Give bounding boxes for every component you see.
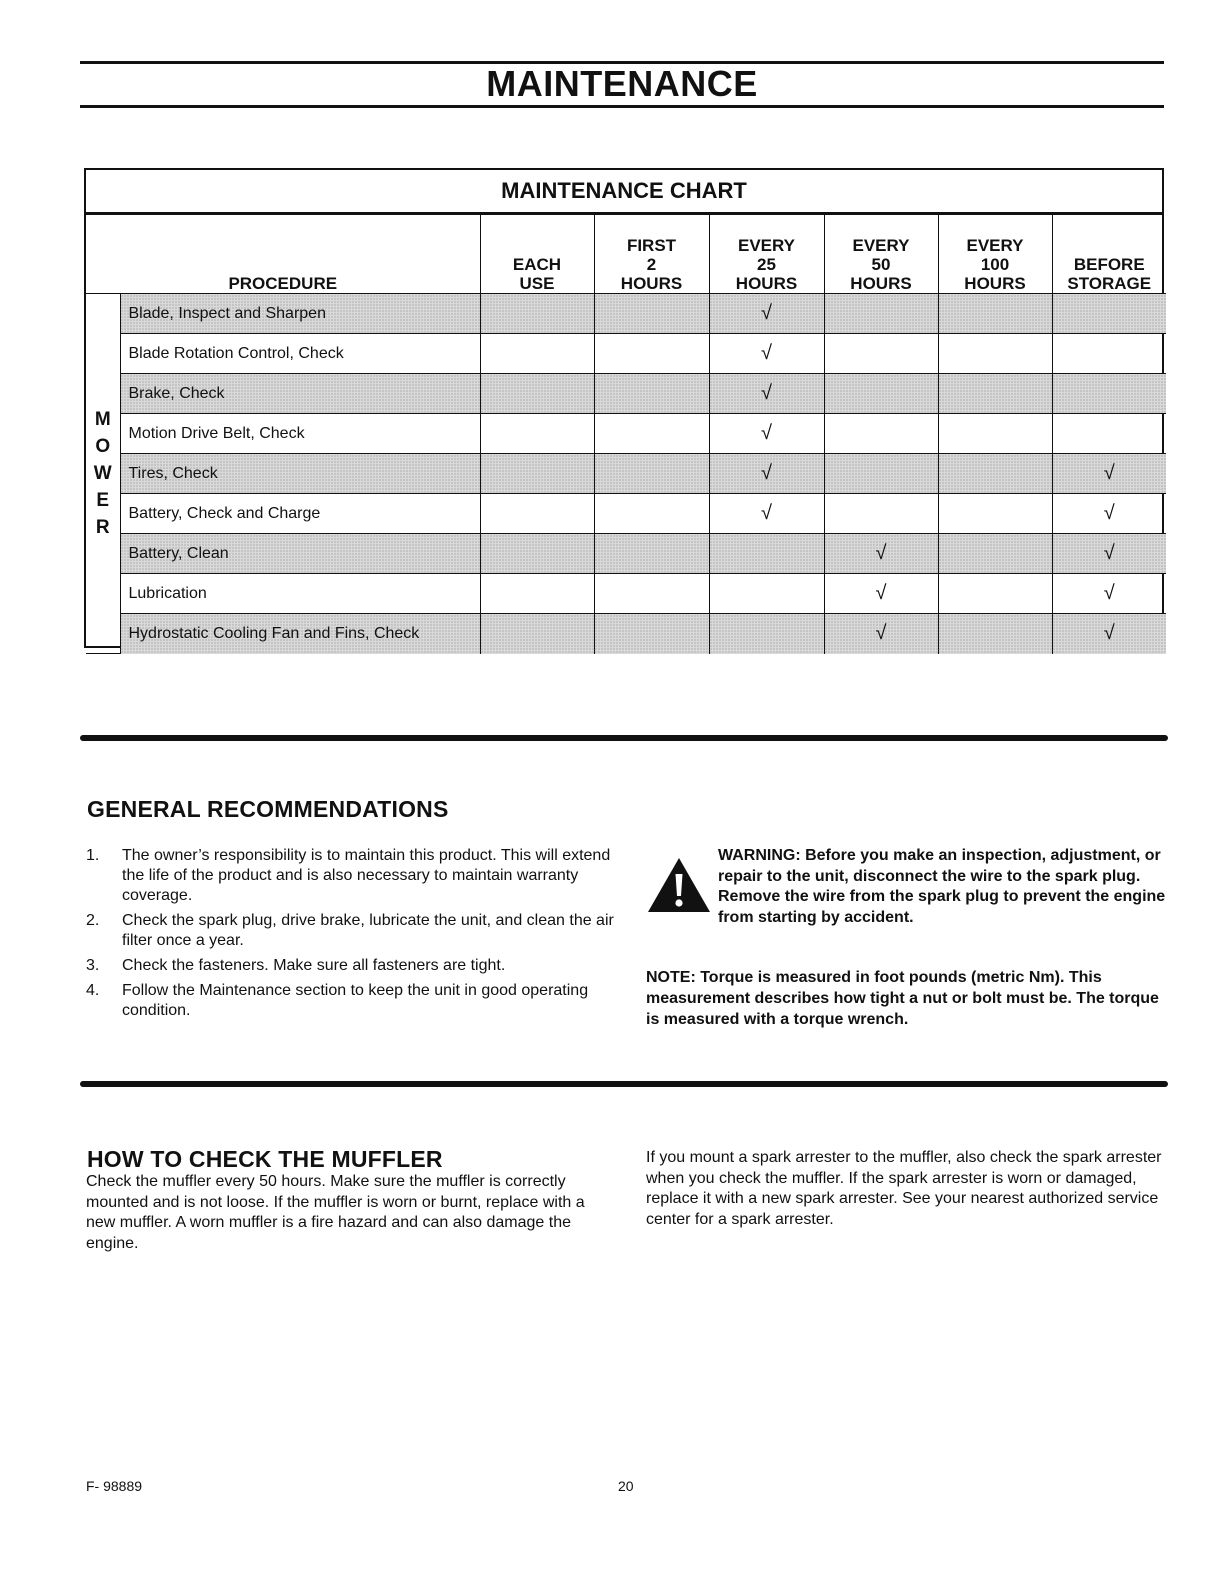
list-item-text: Follow the Maintenance section to keep the unit in good operating condition. bbox=[122, 982, 589, 1019]
checkmark-icon: √ bbox=[1103, 582, 1115, 604]
warning-triangle-icon bbox=[646, 856, 712, 914]
schedule-cell bbox=[594, 454, 709, 494]
muffler-paragraph-right: If you mount a spark arrester to the muffler, also check the spark arrester when you check the muffler. If the spark arrester is worn or damaged, replace it with a new spark arrester. See your nearest authorized service center for a spark arrester. bbox=[646, 1149, 1162, 1228]
muffler-heading: HOW TO CHECK THE MUFFLER bbox=[87, 1146, 443, 1172]
footer-code: F- 98889 bbox=[86, 1478, 143, 1494]
list-item bbox=[86, 911, 616, 951]
table-row bbox=[86, 374, 1166, 414]
column-header-every-25 bbox=[709, 215, 824, 294]
table-row bbox=[86, 414, 1166, 454]
schedule-cell bbox=[480, 334, 594, 374]
column-header-line: EVERY bbox=[966, 236, 1024, 255]
section-divider-2 bbox=[80, 1081, 1168, 1087]
schedule-cell bbox=[938, 454, 1052, 494]
side-label-letter: E bbox=[96, 490, 110, 511]
schedule-cell bbox=[594, 614, 709, 654]
list-item-number: 3. bbox=[86, 957, 100, 974]
schedule-cell bbox=[938, 534, 1052, 574]
list-item-text: Check the fasteners. Make sure all fasteners are tight. bbox=[122, 957, 506, 974]
title-rule-bottom bbox=[80, 105, 1164, 108]
column-header-line: HOURS bbox=[850, 274, 912, 293]
schedule-cell bbox=[480, 574, 594, 614]
table-row bbox=[86, 614, 1166, 654]
schedule-cell bbox=[594, 374, 709, 414]
schedule-cell bbox=[709, 574, 824, 614]
schedule-cell bbox=[709, 294, 824, 334]
procedure-name: Hydrostatic Cooling Fan and Fins, Check bbox=[120, 614, 480, 654]
recommendations-list bbox=[86, 846, 616, 1026]
column-header-line: EACH bbox=[512, 255, 562, 274]
schedule-cell bbox=[709, 534, 824, 574]
procedure-name: Lubrication bbox=[120, 574, 480, 614]
list-item bbox=[86, 981, 616, 1021]
schedule-cell bbox=[594, 334, 709, 374]
table-row bbox=[86, 534, 1166, 574]
section-divider bbox=[80, 735, 1168, 741]
checkmark-icon: √ bbox=[875, 542, 887, 564]
list-item-number: 4. bbox=[86, 982, 100, 999]
maintenance-chart bbox=[84, 168, 1164, 648]
schedule-cell bbox=[709, 494, 824, 534]
schedule-cell bbox=[1052, 614, 1166, 654]
schedule-cell bbox=[1052, 334, 1166, 374]
schedule-cell bbox=[938, 374, 1052, 414]
schedule-cell bbox=[594, 534, 709, 574]
schedule-cell bbox=[480, 414, 594, 454]
general-recommendations-heading: GENERAL RECOMMENDATIONS bbox=[87, 796, 449, 822]
procedure-name: Motion Drive Belt, Check bbox=[120, 414, 480, 454]
checkmark-icon: √ bbox=[1103, 502, 1115, 524]
schedule-cell bbox=[938, 494, 1052, 534]
checkmark-icon: √ bbox=[875, 582, 887, 604]
schedule-cell bbox=[824, 534, 938, 574]
column-header-line: 25 bbox=[757, 255, 776, 274]
column-header-line: FIRST bbox=[626, 236, 677, 255]
checkmark-icon: √ bbox=[761, 462, 772, 484]
table-row bbox=[86, 574, 1166, 614]
table-row bbox=[86, 454, 1166, 494]
checkmark-icon: √ bbox=[1103, 542, 1115, 564]
table-row bbox=[86, 334, 1166, 374]
schedule-cell bbox=[824, 414, 938, 454]
schedule-cell bbox=[709, 334, 824, 374]
checkmark-icon: √ bbox=[1103, 462, 1115, 484]
schedule-cell bbox=[709, 374, 824, 414]
schedule-cell bbox=[1052, 454, 1166, 494]
checkmark-icon: √ bbox=[761, 302, 772, 324]
schedule-cell bbox=[824, 494, 938, 534]
column-header-first-2 bbox=[594, 215, 709, 294]
schedule-cell bbox=[1052, 374, 1166, 414]
checkmark-icon: √ bbox=[875, 622, 887, 645]
procedure-name: Tires, Check bbox=[120, 454, 480, 494]
schedule-cell bbox=[1052, 534, 1166, 574]
schedule-cell bbox=[709, 454, 824, 494]
table-row bbox=[86, 494, 1166, 534]
schedule-cell bbox=[938, 294, 1052, 334]
schedule-cell bbox=[824, 374, 938, 414]
schedule-cell bbox=[480, 454, 594, 494]
checkmark-icon: √ bbox=[761, 422, 772, 444]
column-header-line: STORAGE bbox=[1067, 274, 1152, 293]
column-header-line: EVERY bbox=[737, 236, 795, 255]
side-label-letter: O bbox=[95, 436, 111, 457]
schedule-cell bbox=[480, 494, 594, 534]
column-header-line: HOURS bbox=[964, 274, 1026, 293]
schedule-cell bbox=[938, 614, 1052, 654]
table-row bbox=[86, 294, 1166, 334]
chart-body bbox=[86, 294, 1166, 654]
procedure-name: Battery, Check and Charge bbox=[120, 494, 480, 534]
schedule-cell bbox=[1052, 494, 1166, 534]
procedure-name: Brake, Check bbox=[120, 374, 480, 414]
torque-note: NOTE: Torque is measured in foot pounds (metric Nm). This measurement describes how tight a nut or bolt must be. The torque is measured with a torque wrench. bbox=[646, 969, 1159, 1028]
column-header-line: 2 bbox=[646, 255, 657, 274]
column-header-each-use bbox=[480, 215, 594, 294]
page-number: 20 bbox=[618, 1478, 634, 1494]
side-label-letter: M bbox=[94, 409, 111, 430]
mower-side-label bbox=[86, 294, 120, 654]
procedure-name: Battery, Clean bbox=[120, 534, 480, 574]
schedule-cell bbox=[824, 334, 938, 374]
side-label-letter: W bbox=[93, 463, 112, 484]
page-title: MAINTENANCE bbox=[486, 63, 758, 104]
schedule-cell bbox=[480, 614, 594, 654]
column-header-line: PROCEDURE bbox=[228, 274, 338, 293]
checkmark-icon: √ bbox=[761, 382, 772, 404]
schedule-cell bbox=[1052, 294, 1166, 334]
list-item-number: 1. bbox=[86, 847, 100, 864]
schedule-cell bbox=[594, 294, 709, 334]
column-header-every-100 bbox=[938, 215, 1052, 294]
maintenance-table bbox=[86, 215, 1166, 654]
list-item bbox=[86, 956, 616, 976]
procedure-name: Blade, Inspect and Sharpen bbox=[120, 294, 480, 334]
schedule-cell bbox=[824, 574, 938, 614]
header-row bbox=[86, 215, 1166, 294]
warning-text: WARNING: Before you make an inspection, adjustment, or repair to the unit, disconnect the wire to the spark plug. Remove the wire from the spark plug to prevent the engine from starting by accident. bbox=[718, 847, 1166, 926]
column-header-line: BEFORE bbox=[1073, 255, 1145, 274]
schedule-cell bbox=[480, 534, 594, 574]
column-header-line: 50 bbox=[871, 255, 891, 274]
muffler-paragraph-left: Check the muffler every 50 hours. Make sure the muffler is correctly mounted and is not loose. If the muffler is worn or burnt, replace with a new muffler. A worn muffler is a fire hazard and can also damage the engine. bbox=[86, 1173, 585, 1252]
schedule-cell bbox=[709, 614, 824, 654]
procedure-name: Blade Rotation Control, Check bbox=[120, 334, 480, 374]
schedule-cell bbox=[1052, 574, 1166, 614]
column-header-before-storage bbox=[1052, 215, 1166, 294]
list-item-text: Check the spark plug, drive brake, lubricate the unit, and clean the air filter once a year. bbox=[122, 912, 614, 949]
schedule-cell bbox=[480, 294, 594, 334]
schedule-cell bbox=[938, 334, 1052, 374]
schedule-cell bbox=[1052, 414, 1166, 454]
schedule-cell bbox=[594, 494, 709, 534]
column-header-line: USE bbox=[519, 274, 555, 293]
schedule-cell bbox=[938, 414, 1052, 454]
checkmark-icon: √ bbox=[761, 502, 772, 524]
list-item-text: The owner’s responsibility is to maintain this product. This will extend the life of the product and is also necessary to maintain warranty coverage. bbox=[122, 847, 611, 904]
column-header-every-50 bbox=[824, 215, 938, 294]
list-item-number: 2. bbox=[86, 912, 100, 929]
column-header-procedure bbox=[86, 215, 480, 294]
schedule-cell bbox=[594, 574, 709, 614]
schedule-cell bbox=[938, 574, 1052, 614]
schedule-cell bbox=[709, 414, 824, 454]
column-header-line: HOURS bbox=[735, 274, 798, 293]
schedule-cell bbox=[824, 454, 938, 494]
schedule-cell bbox=[824, 294, 938, 334]
column-header-line: EVERY bbox=[852, 236, 910, 255]
column-header-line: HOURS bbox=[620, 274, 683, 293]
column-header-line: 100 bbox=[980, 255, 1010, 274]
schedule-cell bbox=[480, 374, 594, 414]
side-label-letter: R bbox=[95, 517, 110, 538]
list-item bbox=[86, 846, 616, 906]
checkmark-icon: √ bbox=[761, 342, 772, 364]
schedule-cell bbox=[594, 414, 709, 454]
checkmark-icon: √ bbox=[1103, 622, 1115, 645]
chart-title: MAINTENANCE CHART bbox=[86, 170, 1162, 215]
schedule-cell bbox=[824, 614, 938, 654]
